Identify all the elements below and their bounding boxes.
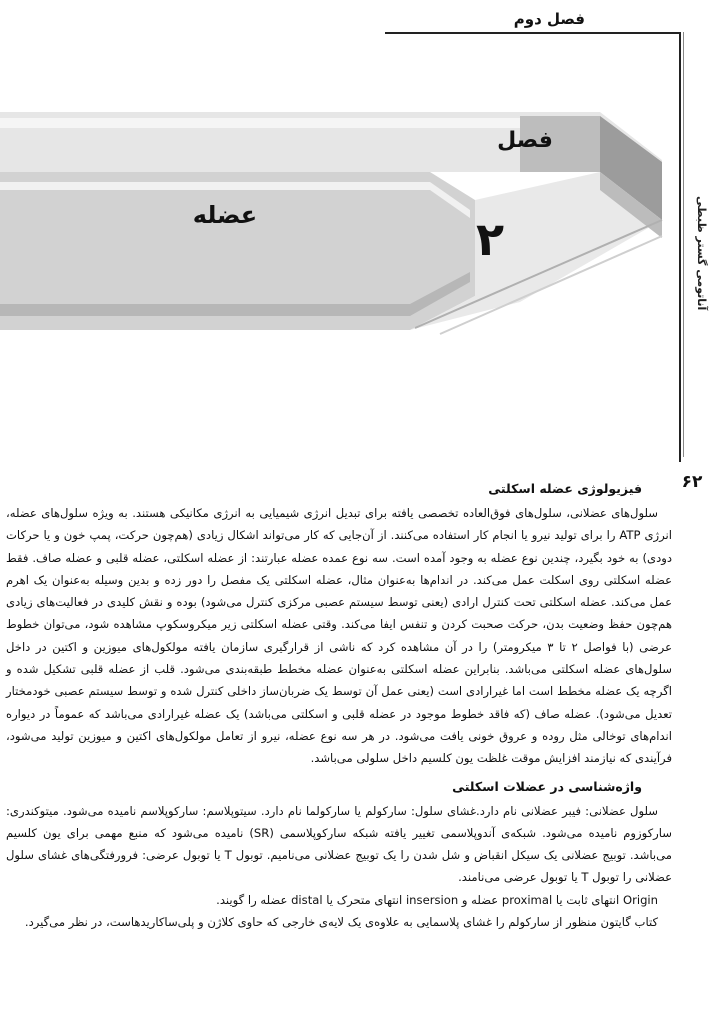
paragraph-origin-insertion: Origin انتهای ثابت یا proximal عضله و insersion انتهای متحرک یا distal عضله را گویند. xyxy=(216,892,658,907)
paragraph-terminology: سلول عضلانی: فیبر عضلانی نام دارد.غشای سلول: سارکولم یا سارکولما نام دارد. سیتوپلاسم: سارکوپلاسم نامیده می‌شود. میتوکندری: سارکوزوم نامیده می‌شود. شبکه‌ی آندوپلاسمی تغییر یافته شبکه سارکوپلاسمی (SR) نامیده می‌شود که منبع مهمی برای یون کلسیم می‌باشد. توبیج عضلانی یک سیکل انقباض و شل شدن را یک توبیج عضلانی می‌نامیم. توبول T یا توبول عرضی: فرورفتگی‌های غشای سلول عضلانی را توبول T یا توبول عرضی می‌نامند. xyxy=(6,803,672,885)
section-heading-physiology: فیزیولوژی عضله اسکلتی xyxy=(488,481,642,496)
page-number: ۶۲ xyxy=(681,472,703,492)
chapter-banner xyxy=(0,60,670,345)
banner-chapter-number: ۲ xyxy=(475,212,505,266)
side-running-title: آناتومی گستر ظبطی xyxy=(695,195,708,310)
paragraph-guyton-note: کتاب گایتون منظور از سارکولم را غشای پلاسمایی به علاوه‌ی یک لایه‌ی خارجی که حاوی کلاژن و پلی‌ساکاریدهاست، در نظر می‌گیرد. xyxy=(24,915,658,930)
chapter-header-title: فصل دوم xyxy=(513,10,585,28)
paragraph-physiology: سلول‌های عضلانی، سلول‌های فوق‌العاده تخصصی یافته برای تبدیل انرژی شیمیایی به انرژی مکانیکی هستند. به ویژه سلول‌های عضله، انرژی ATP را برای تولید نیرو یا انجام کار استفاده می‌کنند. از آن‌جایی که کار می‌تواند اشکال زیادی (هم‌چون حرکت، پمپ خون و یا حرکات دودی) به خود بگیرد، چندین نوع عضله به وجود آمده است. سه نوع عمده عضله عبارتند: از عضله اسکلتی، عضله قلبی و عضله صاف. فقط عضله اسکلتی روی اسکلت عمل می‌کند. در اندام‌ها به‌عنوان مثال، عضله اسکلتی یک مفصل را دور زده و بدین وسیله به‌عنوان یک اهرم عمل می‌کند. عضله اسکلتی تحت کنترل ارادی (یعنی توسط سیستم عصبی مرکزی کنترل می‌شود) بوده و نقش کلیدی در فعالیت‌های زیادی هم‌چون حفظ وضعیت بدن، حرکت صحبت کردن و تنفس ایفا می‌کند. وقتی عضله اسکلتی زیر میکروسکوپ مشاهده شود، می‌توان خطوط عرضی (با فواصل ۲ تا ۳ میکرومتر) را در آن مشاهده کرد که ناشی از قرارگیری سازمان یافته مولکول‌های میوزین و اکتین در داخل سلول‌های عضله اسکلتی می‌باشد. بنابراین عضله اسکلتی به‌عنوان عضله مخطط طبقه‌بندی می‌شود. قلب از عضله قلبی تشکیل شده و اگرچه یک عضله مخطط است اما غیرارادی است (یعنی عمل آن توسط یک ضربان‌ساز داخلی کنترل شده و توسط سیستم عصبی خودمختار تعدیل می‌شود). عضله صاف (که فاقد خطوط موجود در عضله قلبی و اسکلتی می‌باشد) یک عضله غیرارادی می‌باشد که عموماً در دیواره اندام‌های توخالی مثل روده و عروق خونی یافت می‌شود. در هر سه نوع عضله، نیرو از تعامل مولکول‌های اکتین و میوزین تولید می‌شود، فرآیندی که نیازمند افزایش موقت غلظت یون کلسیم داخل سلولی می‌باشد. xyxy=(6,506,672,766)
banner-chapter-label: فصل xyxy=(497,128,553,153)
banner-chapter-name: عضله xyxy=(192,201,258,229)
section-heading-terminology: واژه‌شناسی در عضلات اسکلتی xyxy=(452,778,642,794)
page-content xyxy=(6,476,672,933)
header-rule xyxy=(385,32,680,34)
